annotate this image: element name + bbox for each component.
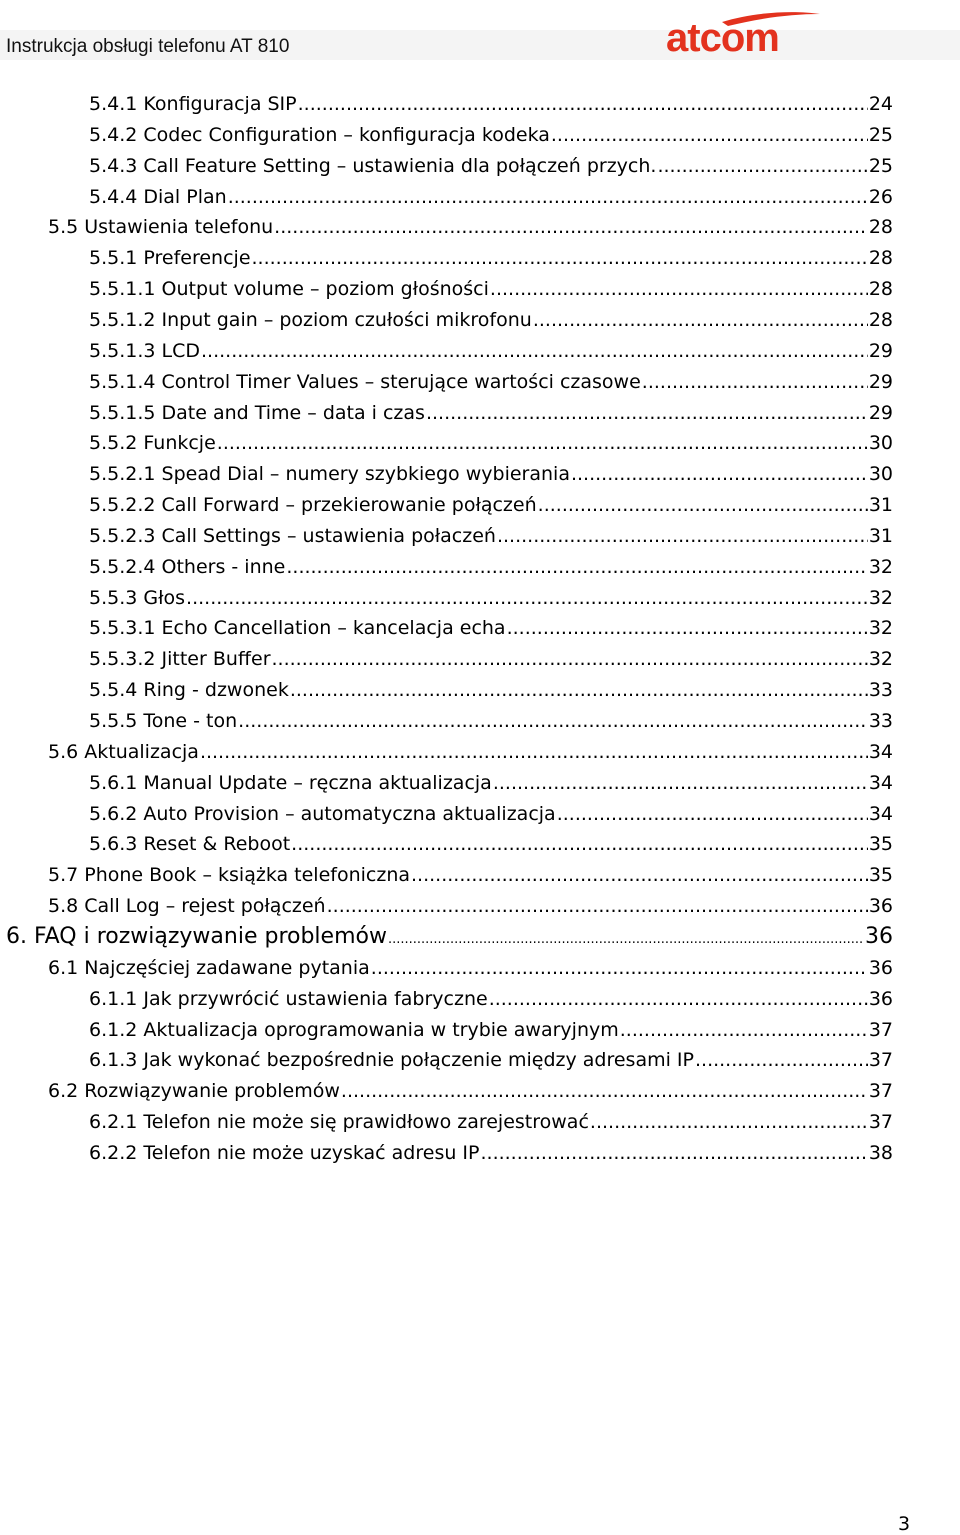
toc-entry[interactable] xyxy=(89,1108,893,1136)
toc-entry-page: 33 xyxy=(868,679,893,701)
toc-dot-leader xyxy=(489,985,868,1013)
toc-dot-leader xyxy=(291,830,868,858)
toc-entry-title: 6.1.2 Aktualizacja oprogramowania w trybie awaryjnym xyxy=(89,1019,619,1041)
toc-entry[interactable] xyxy=(89,244,893,272)
toc-entry-page: 28 xyxy=(868,278,893,300)
toc-entry[interactable] xyxy=(89,676,893,704)
toc-entry-page: 30 xyxy=(868,432,893,454)
logo-wordmark: atcom xyxy=(666,16,779,58)
toc-entry-title: 5.5.3.1 Echo Cancellation – kancelacja echa xyxy=(89,617,506,639)
toc-entry-title: 5.5.1.2 Input gain – poziom czułości mikrofonu xyxy=(89,309,532,331)
toc-entry-page: 34 xyxy=(868,803,893,825)
toc-entry-page: 35 xyxy=(868,864,893,886)
toc-entry-title: 5.6 Aktualizacja xyxy=(48,741,199,763)
toc-dot-leader xyxy=(557,800,868,828)
toc-entry[interactable] xyxy=(48,954,893,982)
toc-dot-leader xyxy=(497,522,868,550)
toc-entry[interactable] xyxy=(89,429,893,457)
toc-entry-title: 5.5 Ustawienia telefonu xyxy=(48,216,274,238)
toc-entry-title: 5.4.2 Codec Configuration – konfiguracja kodeka xyxy=(89,124,550,146)
toc-entry-title: 5.5.2.2 Call Forward – przekierowanie połączeń xyxy=(89,494,537,516)
toc-entry-page: 38 xyxy=(868,1142,893,1164)
toc-entry-page: 32 xyxy=(868,617,893,639)
toc-entry-title: 5.6.3 Reset & Reboot xyxy=(89,833,291,855)
toc-entry[interactable] xyxy=(48,738,893,766)
toc-entry[interactable] xyxy=(89,830,893,858)
toc-entry[interactable] xyxy=(48,892,893,920)
page-number: 3 xyxy=(898,1513,911,1535)
toc-entry-page: 25 xyxy=(868,155,893,177)
toc-entry-page: 36 xyxy=(868,957,893,979)
toc-entry[interactable] xyxy=(89,985,893,1013)
toc-entry-title: 6.2 Rozwiązywanie problemów xyxy=(48,1080,340,1102)
toc-entry-title: 5.5.2 Funkcje xyxy=(89,432,216,454)
toc-entry-page: 32 xyxy=(868,556,893,578)
toc-dot-leader xyxy=(200,738,868,766)
toc-dot-leader xyxy=(186,584,868,612)
toc-entry-page: 37 xyxy=(868,1049,893,1071)
toc-entry-page: 36 xyxy=(868,988,893,1010)
toc-dot-leader xyxy=(490,275,868,303)
toc-entry[interactable] xyxy=(89,183,893,211)
toc-dot-leader xyxy=(290,676,868,704)
toc-entry-title: 6.1.3 Jak wykonać bezpośrednie połączenie między adresami IP xyxy=(89,1049,694,1071)
toc-dot-leader xyxy=(371,954,868,982)
toc-dot-leader xyxy=(217,429,868,457)
toc-dot-leader xyxy=(388,923,864,954)
toc-dot-leader xyxy=(480,1139,867,1167)
header-title: Instrukcja obsługi telefonu AT 810 xyxy=(6,36,290,57)
toc-entry-title: 5.6.1 Manual Update – ręczna aktualizacja xyxy=(89,772,492,794)
toc-entry-page: 28 xyxy=(868,216,893,238)
toc-dot-leader xyxy=(228,183,868,211)
toc-entry[interactable] xyxy=(89,368,893,396)
toc-entry-title: 6.2.2 Telefon nie może uzyskać adresu IP xyxy=(89,1142,480,1164)
toc-entry-title: 5.5.1.1 Output volume – poziom głośności xyxy=(89,278,489,300)
toc-entry-page: 29 xyxy=(868,402,893,424)
toc-entry-page: 33 xyxy=(868,710,893,732)
page-header xyxy=(0,0,960,64)
toc-dot-leader xyxy=(507,614,868,642)
toc-entry-page: 31 xyxy=(868,494,893,516)
toc-entry-page: 34 xyxy=(868,772,893,794)
toc-entry-page: 32 xyxy=(868,648,893,670)
toc-entry-title: 5.5.2.3 Call Settings – ustawienia połaczeń xyxy=(89,525,496,547)
toc-entry-page: 28 xyxy=(868,247,893,269)
toc-entry-title: 6.2.1 Telefon nie może się prawidłowo zarejestrować xyxy=(89,1111,589,1133)
toc-entry-page: 35 xyxy=(868,833,893,855)
toc-entry[interactable] xyxy=(48,213,893,241)
toc-entry-title: 5.4.1 Konfiguracja SIP xyxy=(89,93,297,115)
toc-entry-title: 5.8 Call Log – rejest połączeń xyxy=(48,895,326,917)
toc-entry[interactable] xyxy=(89,399,893,427)
toc-dot-leader xyxy=(272,645,868,673)
toc-entry[interactable] xyxy=(89,522,893,550)
toc-dot-leader xyxy=(551,121,868,149)
toc-entry-page: 25 xyxy=(868,124,893,146)
toc-dot-leader xyxy=(426,399,868,427)
toc-entry[interactable] xyxy=(89,121,893,149)
toc-entry-title: 5.6.2 Auto Provision – automatyczna aktualizacja xyxy=(89,803,556,825)
toc-dot-leader xyxy=(286,553,867,581)
toc-entry[interactable] xyxy=(48,1077,893,1105)
toc-dot-leader xyxy=(571,460,868,488)
toc-entry-title: 5.5.1.5 Date and Time – data i czas xyxy=(89,402,425,424)
toc-entry-title: 6. FAQ i rozwiązywanie problemów xyxy=(6,924,387,949)
toc-entry-page: 31 xyxy=(868,525,893,547)
toc-dot-leader xyxy=(201,337,868,365)
toc-entry-title: 5.5.3.2 Jitter Buffer xyxy=(89,648,271,670)
toc-entry[interactable] xyxy=(89,584,893,612)
toc-dot-leader xyxy=(274,213,868,241)
toc-entry-title: 5.5.2.4 Others - inne xyxy=(89,556,286,578)
toc-entry-title: 5.4.3 Call Feature Setting – ustawienia dla połączeń przych. xyxy=(89,155,657,177)
toc-entry-page: 29 xyxy=(868,340,893,362)
toc-dot-leader xyxy=(298,90,868,118)
toc-entry-title: 5.5.1.4 Control Timer Values – sterujące wartości czasowe xyxy=(89,371,641,393)
toc-entry[interactable] xyxy=(89,491,893,519)
toc-entry-page: 24 xyxy=(868,93,893,115)
toc-dot-leader xyxy=(538,491,868,519)
toc-dot-leader xyxy=(533,306,868,334)
toc-dot-leader xyxy=(493,769,868,797)
toc-entry[interactable] xyxy=(89,90,893,118)
toc-entry-page: 30 xyxy=(868,463,893,485)
toc-entry[interactable] xyxy=(89,707,893,735)
toc-entry-title: 6.1.1 Jak przywrócić ustawienia fabryczne xyxy=(89,988,488,1010)
toc-entry-title: 5.5.1 Preferencje xyxy=(89,247,251,269)
toc-dot-leader xyxy=(341,1077,868,1105)
toc-entry-page: 36 xyxy=(865,924,893,949)
toc-dot-leader xyxy=(238,707,868,735)
toc-dot-leader xyxy=(590,1108,868,1136)
toc-entry-title: 5.5.1.3 LCD xyxy=(89,340,200,362)
toc-entry-title: 5.5.3 Głos xyxy=(89,587,186,609)
toc-entry-title: 5.5.2.1 Spead Dial – numery szybkiego wybierania xyxy=(89,463,570,485)
toc-entry[interactable] xyxy=(6,923,893,951)
toc-entry-page: 37 xyxy=(868,1111,893,1133)
toc-entry-title: 5.4.4 Dial Plan xyxy=(89,186,227,208)
toc-entry[interactable] xyxy=(89,1139,893,1167)
toc-entry-page: 37 xyxy=(868,1019,893,1041)
toc-entry[interactable] xyxy=(89,553,893,581)
toc-entry-title: 5.5.4 Ring - dzwonek xyxy=(89,679,289,701)
toc-entry[interactable] xyxy=(89,460,893,488)
toc-entry[interactable] xyxy=(89,769,893,797)
toc-dot-leader xyxy=(695,1046,868,1074)
toc-entry[interactable] xyxy=(89,800,893,828)
toc-entry[interactable] xyxy=(89,152,893,180)
atcom-logo xyxy=(664,8,824,58)
toc-entry[interactable] xyxy=(89,337,893,365)
toc-entry[interactable] xyxy=(89,1046,893,1074)
toc-dot-leader xyxy=(657,152,867,180)
toc-entry-title: 5.7 Phone Book – książka telefoniczna xyxy=(48,864,411,886)
toc-entry-title: 5.5.5 Tone - ton xyxy=(89,710,238,732)
toc-entry-page: 36 xyxy=(868,895,893,917)
toc-dot-leader xyxy=(620,1016,868,1044)
toc-entry[interactable] xyxy=(89,275,893,303)
toc-entry-page: 32 xyxy=(868,587,893,609)
toc-dot-leader xyxy=(411,861,868,889)
toc-entry-page: 28 xyxy=(868,309,893,331)
toc-dot-leader xyxy=(327,892,868,920)
toc-entry-page: 29 xyxy=(868,371,893,393)
toc-entry[interactable] xyxy=(89,1016,893,1044)
toc-entry-page: 37 xyxy=(868,1080,893,1102)
toc-dot-leader xyxy=(642,368,868,396)
toc-entry[interactable] xyxy=(89,645,893,673)
toc-entry-page: 26 xyxy=(868,186,893,208)
toc-entry[interactable] xyxy=(89,614,893,642)
toc-entry[interactable] xyxy=(89,306,893,334)
toc-dot-leader xyxy=(252,244,868,272)
toc-entry[interactable] xyxy=(48,861,893,889)
toc-entry-title: 6.1 Najczęściej zadawane pytania xyxy=(48,957,370,979)
toc-entry-page: 34 xyxy=(868,741,893,763)
